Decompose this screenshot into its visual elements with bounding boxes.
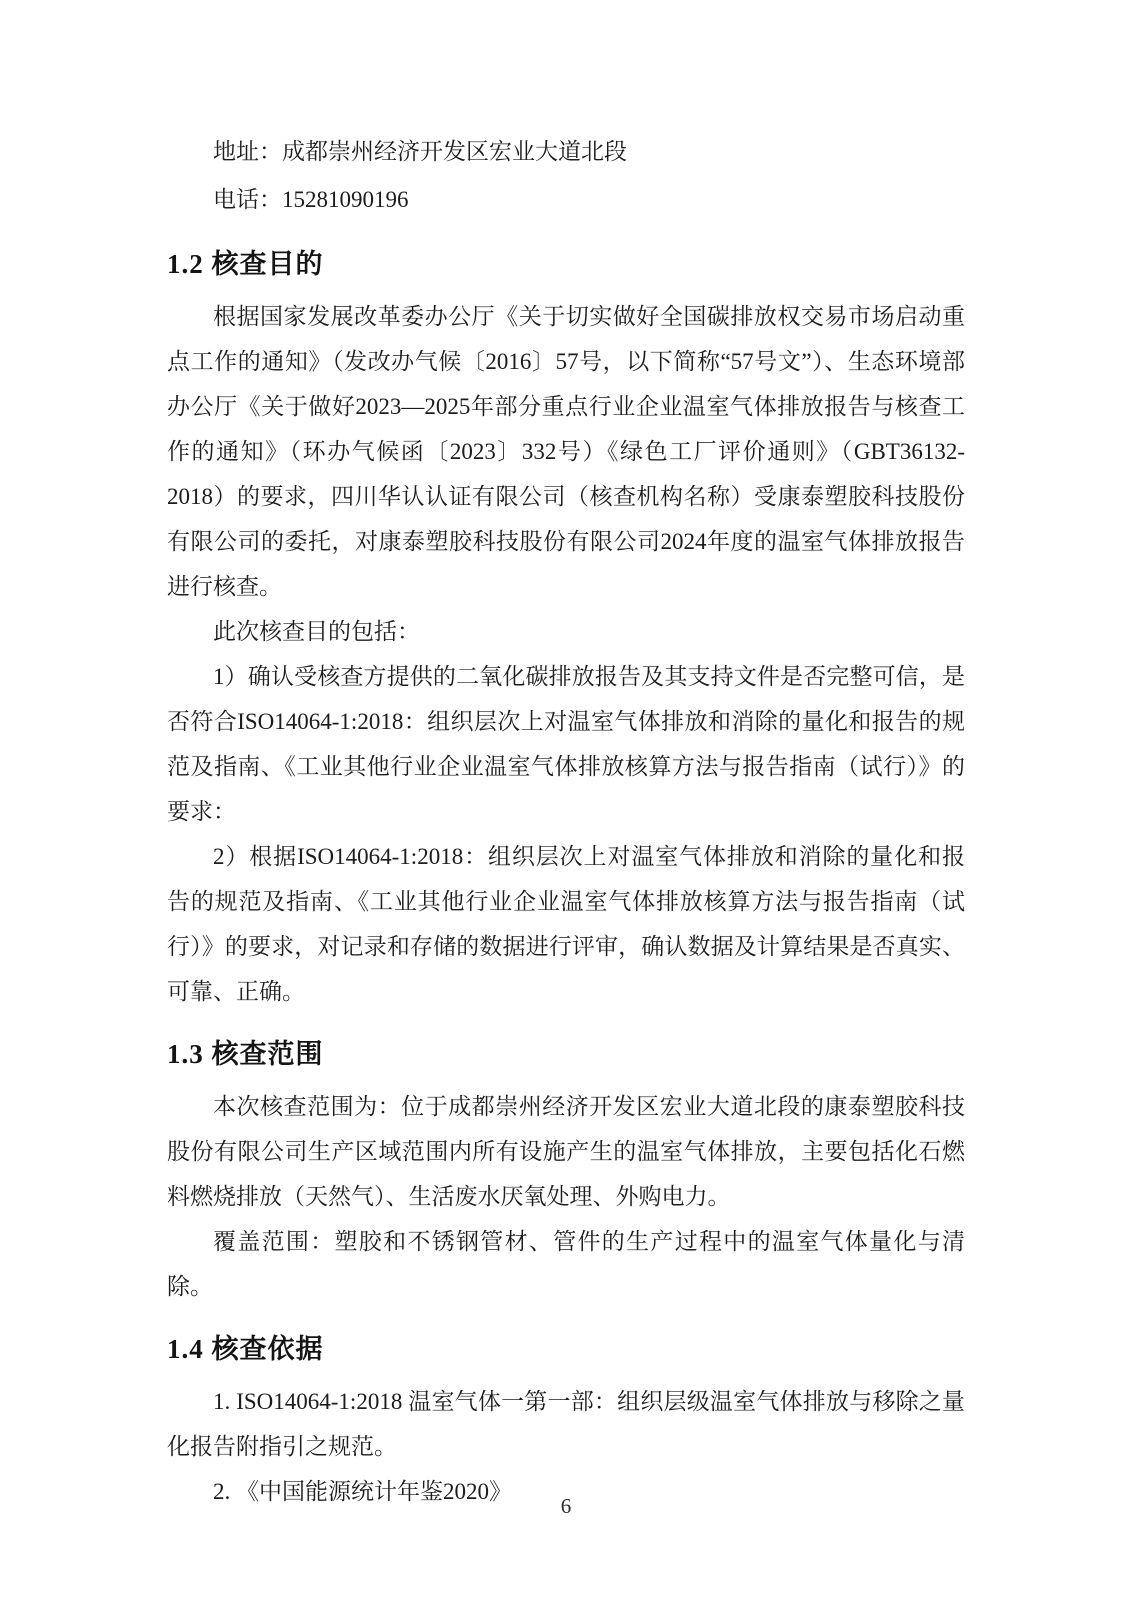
paragraph: 1. ISO14064-1:2018 温室气体一第一部：组织层级温室气体排放与移除之量化报告附指引之规范。 bbox=[167, 1389, 965, 1459]
phone-line: 电话：15281090196 bbox=[213, 187, 409, 212]
section-1-3 bbox=[167, 1036, 965, 1309]
paragraph: 1）确认受核查方提供的二氧化碳排放报告及其支持文件是否完整可信，是否符合ISO14064-1:2018：组织层次上对温室气体排放和消除的量化和报告的规范及指南、《工业其他行业企业温室气体排放核算方法与报告指南（试行）》的要求： bbox=[167, 664, 965, 824]
paragraph: 本次核查范围为：位于成都崇州经济开发区宏业大道北段的康泰塑胶科技股份有限公司生产区域范围内所有设施产生的温室气体排放，主要包括化石燃料燃烧排放（天然气）、生活废水厌氧处理、外购电力。 bbox=[167, 1094, 965, 1209]
section-heading-1-4: 1.4 核查依据 bbox=[167, 1334, 324, 1364]
section-heading-1-3: 1.3 核查范围 bbox=[167, 1039, 324, 1069]
section-1-2 bbox=[167, 246, 965, 1014]
paragraph: 根据国家发展改革委办公厅《关于切实做好全国碳排放权交易市场启动重点工作的通知》（发改办气候〔2016〕57号，以下简称“57号文”）、生态环境部办公厅《关于做好2023—2025年部分重点行业企业温室气体排放报告与核查工作的通知》（环办气候函〔2023〕332号）《绿色工厂评价通则》（GBT36132-2018）的要求，四川华认认证有限公司（核查机构名称）受康泰塑胶科技股份有限公司的委托，对康泰塑胶科技股份有限公司2024年度的温室气体排放报告进行核查。 bbox=[167, 304, 965, 599]
paragraph: 2）根据ISO14064-1:2018：组织层次上对温室气体排放和消除的量化和报告的规范及指南、《工业其他行业企业温室气体排放核算方法与报告指南（试行）》的要求，对记录和存储的数据进行评审，确认数据及计算结果是否真实、可靠、正确。 bbox=[167, 844, 965, 1004]
section-heading-1-2: 1.2 核查目的 bbox=[167, 249, 324, 279]
paragraph: 2. 《中国能源统计年鉴2020》 bbox=[213, 1479, 512, 1504]
paragraph: 覆盖范围：塑胶和不锈钢管材、管件的生产过程中的温室气体量化与清除。 bbox=[167, 1229, 965, 1299]
paragraph: 此次核查目的包括： bbox=[213, 619, 420, 644]
contact-block bbox=[167, 128, 965, 224]
page-number: 6 bbox=[560, 1494, 572, 1518]
address-line: 地址：成都崇州经济开发区宏业大道北段 bbox=[213, 139, 627, 164]
section-1-4 bbox=[167, 1331, 965, 1514]
